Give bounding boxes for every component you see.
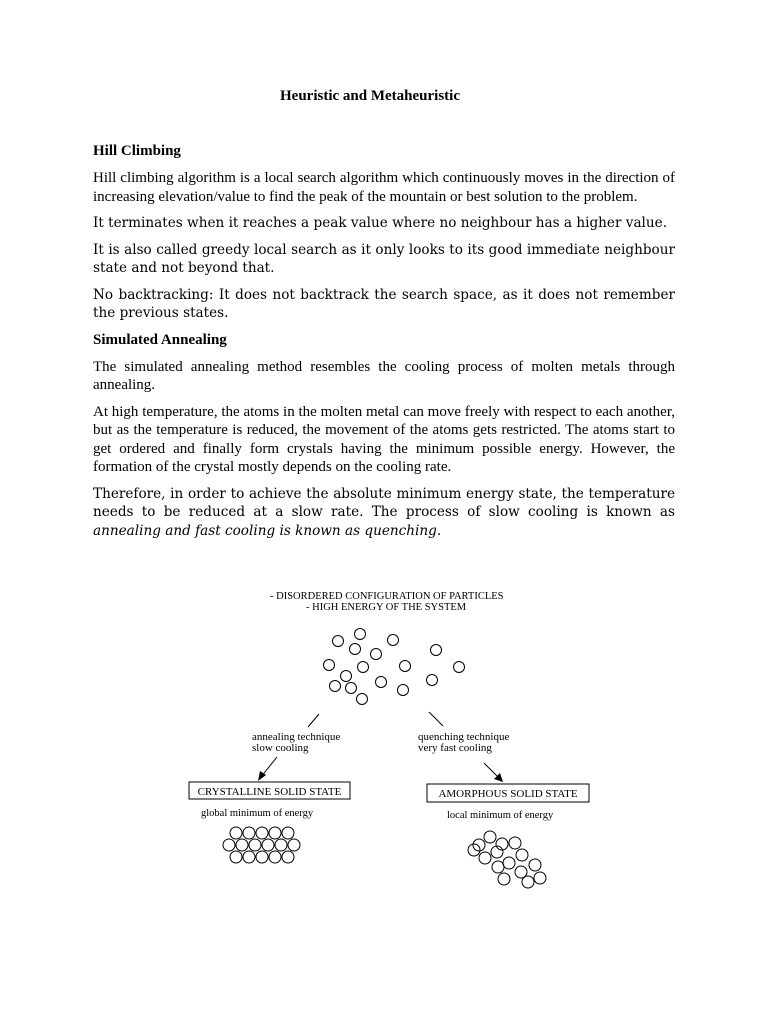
crystal-particle [269,827,281,839]
hill-climbing-heading: Hill Climbing [93,143,181,159]
disordered-particle [330,681,341,692]
disordered-particle [358,662,369,673]
crystal-particle [288,839,300,851]
diagram-label-high-energy: - HIGH ENERGY OF THE SYSTEM [306,602,467,613]
amorphous-particle [509,837,521,849]
hill-climbing-paragraph-4: No backtracking: It does not backtrack the search space, as it does not remember the previous states. [93,286,675,321]
crystalline-state-label: CRYSTALLINE SOLID STATE [197,786,342,798]
crystal-particle [230,851,242,863]
local-minimum-label: local minimum of energy [447,810,554,821]
amorphous-particle [534,872,546,884]
crystal-particle [243,827,255,839]
crystal-particle [262,839,274,851]
amorphous-particle [479,852,491,864]
quenching-arrow [484,763,499,778]
disordered-particles [324,629,465,705]
crystal-particle [256,851,268,863]
amorphous-particle [498,873,510,885]
disordered-particle [376,677,387,688]
amorphous-particle [529,859,541,871]
amorphous-particle [522,876,534,888]
crystal-particle [282,851,294,863]
diagram-label-disordered: - DISORDERED CONFIGURATION OF PARTICLES [270,591,504,602]
crystal-particle [223,839,235,851]
crystal-particle [275,839,287,851]
annealing-technique-label: annealing technique [252,731,341,743]
crystal-particle [256,827,268,839]
paragraph-3-end: . [436,522,442,539]
hill-climbing-paragraph-3: It is also called greedy local search as it only looks to its good immediate neighbour state and not beyond that. [93,241,675,276]
disordered-particle [371,649,382,660]
amorphous-state-label: AMORPHOUS SOLID STATE [438,788,578,800]
paragraph-3-italic-text: annealing and fast cooling is known as quenching [93,522,437,539]
disordered-particle [324,660,335,671]
amorphous-particle [516,849,528,861]
hill-climbing-paragraph-1: Hill climbing algorithm is a local search algorithm which continuously moves in the direction of increasing elevation/value to find the peak of the mountain or best solution to the problem. [93,170,675,205]
crystal-particle [236,839,248,851]
left-arrow-tail [308,714,319,727]
simulated-annealing-paragraph-1: The simulated annealing method resembles the cooling process of molten metals through annealing. [93,358,675,393]
disordered-particle [355,629,366,640]
global-minimum-label: global minimum of energy [201,808,314,819]
disordered-particle [400,661,411,672]
disordered-particle [431,645,442,656]
very-fast-cooling-label: very fast cooling [418,742,492,754]
disordered-particle [454,662,465,673]
amorphous-particle [473,839,485,851]
document-title: Heuristic and Metaheuristic [280,88,460,104]
disordered-particle [350,644,361,655]
simulated-annealing-heading: Simulated Annealing [93,331,227,348]
crystal-particle [269,851,281,863]
crystalline-particles [223,827,300,863]
amorphous-particle [484,831,496,843]
hill-climbing-paragraph-2: It terminates when it reaches a peak value where no neighbour has a higher value. [93,215,668,231]
crystal-particle [282,827,294,839]
disordered-particle [346,683,357,694]
right-arrow-tail [429,712,443,726]
disordered-particle [388,635,399,646]
crystal-particle [230,827,242,839]
crystal-particle [249,839,261,851]
disordered-particle [427,675,438,686]
quenching-technique-label: quenching technique [418,731,510,743]
slow-cooling-label: slow cooling [252,742,309,754]
disordered-particle [341,671,352,682]
amorphous-particle [468,844,480,856]
disordered-particle [357,694,368,705]
crystal-particle [243,851,255,863]
disordered-particle [333,636,344,647]
simulated-annealing-paragraph-2: At high temperature, the atoms in the molten metal can move freely with respect to each another, but as the temperature is reduced, the movement of the atoms gets restricted. The atoms start to get ordered and finally form crystals having the minimum possible energy. However, the formation of the crystal mostly depends on the cooling rate. [93,403,675,475]
amorphous-particle [503,857,515,869]
paragraph-3-plain-text: Therefore, in order to achieve the absolute minimum energy state, the temperature needs to be reduced at a slow rate. The process of slow cooling is known as [93,485,675,520]
amorphous-particles [468,831,546,888]
amorphous-particle [492,861,504,873]
disordered-particle [398,685,409,696]
